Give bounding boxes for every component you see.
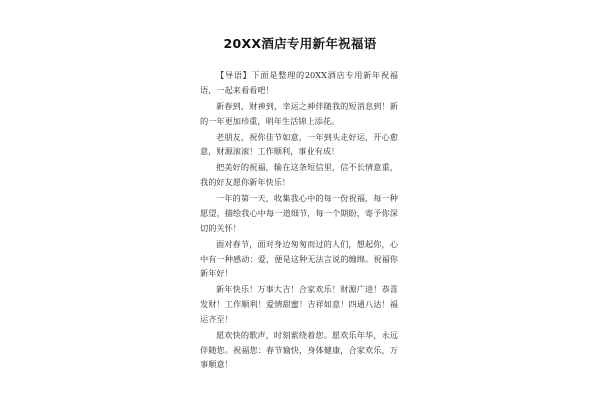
paragraph: 愿欢快的歌声，时刻萦绕着您。愿欢乐年华，永远伴随您。祝福您：春节愉快，身体健康，合家欢乐，万事顺意！ bbox=[200, 329, 398, 370]
document-body bbox=[200, 68, 398, 373]
paragraph: 老朋友，祝你佳节如意，一年到头走好运，开心愈意，财源滚滚！工作顺利，事业有成！ bbox=[200, 131, 398, 157]
document-title: 20XX酒店专用新年祝福语 bbox=[223, 36, 377, 51]
paragraph: 面对春节，面对身边匆匆而过的人们，想起你，心中有一种感动：爱，便是这种无法言说的缠绵。祝福你新年好！ bbox=[200, 238, 398, 279]
paragraph: 一年的第一天，收集我心中的每一份祝福，每一种愿望，描绘我心中每一道细节，每一个期盼，寄予你深切的关怀！ bbox=[200, 193, 398, 233]
paragraph: 把美好的祝福，输在这条短信里，信不长情意重，我的好友愿你新年快乐！ bbox=[200, 162, 398, 188]
lead-text: 下面是整理的20XX酒店专用新年祝福语，一起来看看吧！ bbox=[200, 70, 398, 95]
lead-paragraph bbox=[200, 68, 398, 98]
lead-tag: 【导语】 bbox=[216, 70, 252, 80]
paragraph: 新年快乐！万事大吉！合家欢乐！财源广进！恭喜发财！工作顺利！爱情甜蜜！吉祥如意！四通八达！福运齐至！ bbox=[200, 284, 398, 324]
paragraph: 新春到，财神到，幸运之神伴随我的短消息到！新的一年更加珍重，明年生活锦上添花。 bbox=[200, 100, 398, 126]
